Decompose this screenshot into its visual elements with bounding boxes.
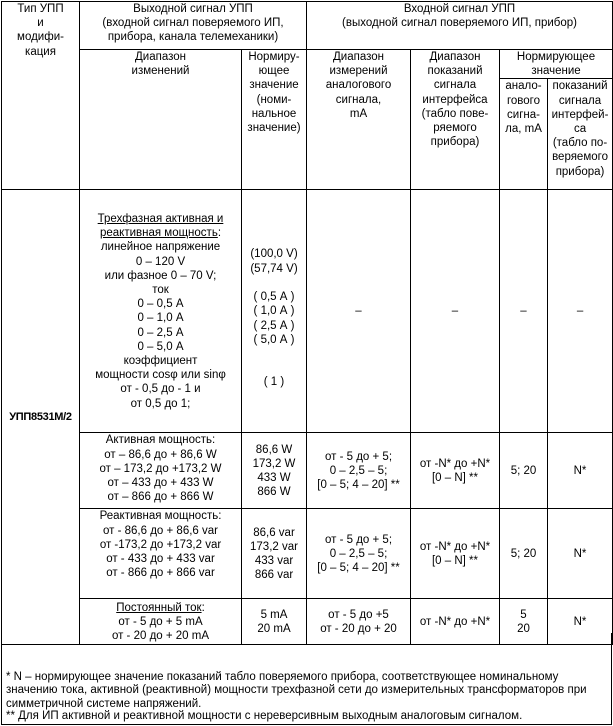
row-dc-current-norm-display: N* bbox=[548, 599, 613, 645]
upp-specification-table bbox=[1, 1, 613, 645]
header-input-signal-group: Входной сигнал УПП (выходной сигнал поверяемого ИП, прибор) bbox=[307, 2, 613, 50]
row-dc-current-norm-analog: 5 20 bbox=[500, 599, 548, 645]
row-three-phase-range bbox=[80, 190, 242, 433]
row-three-phase-title-suffix: : bbox=[217, 227, 222, 240]
row-active-power-display: от -N* до +N* [0 – N] ** bbox=[411, 433, 500, 509]
model-cell: УПП8531М/2 bbox=[2, 190, 80, 645]
row-three-phase-norm: (100,0 V) (57,74 V) ( 0,5 А ) ( 1,0 А ) ( 2,5 А ) ( 5,0 А ) ( 1 ) bbox=[242, 190, 307, 433]
footnote-nonreversible: ** Для ИП активной и реактивной мощности с нереверсивным выходным аналоговым сигналом. bbox=[6, 710, 523, 722]
header-norm-value: Нормиру- ющее значение (номи- нальное значение) bbox=[242, 50, 307, 190]
row-active-power-norm: 86,6 W 173,2 W 433 W 866 W bbox=[242, 433, 307, 509]
header-type-column: Тип УПП и модифи- кация bbox=[2, 2, 80, 190]
row-dc-current-title-suffix: : bbox=[201, 601, 205, 614]
row-reactive-power-norm-analog: 5; 20 bbox=[500, 509, 548, 599]
row-three-phase-analog: – bbox=[307, 190, 411, 433]
row-reactive-power-title: Реактивная мощность: bbox=[99, 510, 222, 523]
row-dc-current-range bbox=[80, 599, 242, 645]
footnote-n: * N – нормирующее значение показаний табло поверяемого прибора, соответствующее номинальному значению тока, активной (реактивной) мощности трехфазной сети до измерительных трансформаторов при симметричной системе напряжений. bbox=[6, 670, 587, 710]
row-reactive-power-range bbox=[80, 509, 242, 599]
row-active-power-analog: от - 5 до + 5; 0 – 2,5 – 5; [0 – 5; 4 – 20] ** bbox=[307, 433, 411, 509]
header-analog-range: Диапазон измерений аналогового сигнала, mA bbox=[307, 50, 411, 190]
row-reactive-power-display: от -N* до +N* [0 – N] ** bbox=[411, 509, 500, 599]
header-norm-analog: анало- гового сигна- ла, mA bbox=[500, 79, 548, 190]
row-active-power-range bbox=[80, 433, 242, 509]
row-dc-current-norm: 5 mA 20 mA bbox=[242, 599, 307, 645]
row-three-phase-range-text: линейное напряжение 0 – 120 V или фазное 0 – 70 V; ток 0 – 0,5 А 0 – 1,0 А 0 – 2,5 А 0 – 5,0 А коэффициент мощности cosφ или sinφ от - 0,5 до - 1 и от 0,5 до 1; bbox=[95, 241, 226, 410]
row-active-power-title: Активная мощность: bbox=[105, 434, 216, 447]
row-reactive-power-norm-display: N* bbox=[548, 509, 613, 599]
row-three-phase-norm-analog: – bbox=[500, 190, 548, 433]
row-active-power-range-text: от – 86,6 до + 86,6 W от – 173,2 до +173,2 W от – 433 до + 433 W от – 866 до + 866 W bbox=[99, 448, 222, 504]
row-reactive-power-analog: от - 5 до + 5; 0 – 2,5 – 5; [0 – 5; 4 – 20] ** bbox=[307, 509, 411, 599]
header-change-range: Диапазон изменений bbox=[80, 50, 242, 190]
row-dc-current-display: от -N* до +N* bbox=[411, 599, 500, 645]
row-active-power-norm-display: N* bbox=[548, 433, 613, 509]
footnote-border-bottom bbox=[1, 724, 612, 725]
header-norm-display: показаний сигнала интерфей- са (табло по- веряемого прибора) bbox=[548, 79, 613, 190]
row-three-phase-title: Трехфазная активная и реактивная мощность bbox=[97, 212, 224, 240]
header-output-signal-group: Выходной сигнал УПП (входной сигнал поверяемого ИП, прибора, канала телемеханики) bbox=[80, 2, 307, 50]
row-reactive-power-range-text: от - 86,6 до + 86,6 var от -173,2 до +173,2 var от - 433 до + 433 var от - 866 до + 866 var bbox=[99, 524, 222, 580]
header-norm-group: Нормирующее значение bbox=[500, 50, 613, 79]
row-active-power-norm-analog: 5; 20 bbox=[500, 433, 548, 509]
row-dc-current-title: Постоянный ток bbox=[116, 601, 202, 614]
row-dc-current-range-text: от - 5 до + 5 mA от - 20 до + 20 mA bbox=[111, 615, 210, 642]
row-dc-current-analog: от - 5 до +5 от - 20 до + 20 bbox=[307, 599, 411, 645]
header-display-range: Диапазон показаний сигнала интерфейса (табло пове- ряемого прибора) bbox=[411, 50, 500, 190]
row-three-phase-norm-display: – bbox=[548, 190, 613, 433]
row-three-phase-display: – bbox=[411, 190, 500, 433]
row-reactive-power-norm: 86,6 var 173,2 var 433 var 866 var bbox=[242, 509, 307, 599]
